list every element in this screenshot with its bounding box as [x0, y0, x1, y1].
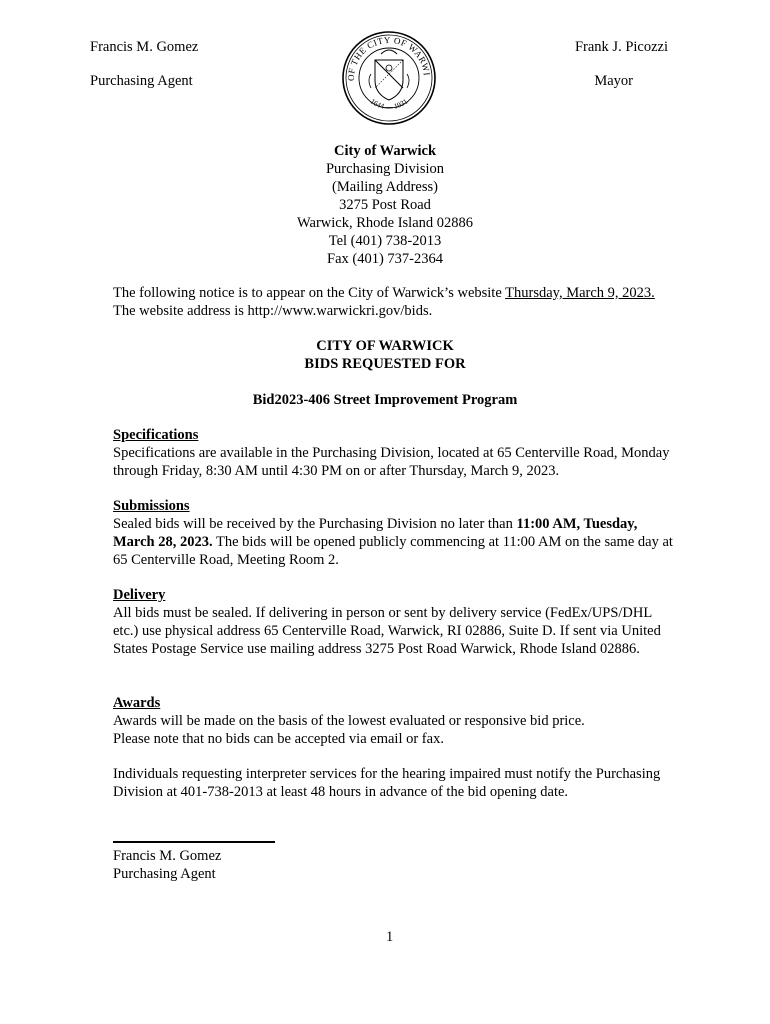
- specifications-body: Specifications are available in the Purchasing Division, located at 65 Centerville Road, Monday through Friday, 8:30 AM until 4:30 PM on or after Thursday, March 9, 2023.: [113, 445, 670, 479]
- delivery-heading: Delivery: [113, 587, 166, 603]
- city-seal: [341, 30, 437, 126]
- office-city-state: Warwick, Rhode Island 02886: [296, 215, 474, 231]
- awards-heading: Awards: [113, 695, 161, 711]
- specifications-heading: Specifications: [113, 427, 199, 443]
- office-fax: Fax (401) 737-2364: [327, 251, 443, 267]
- signature-title: Purchasing Agent: [113, 866, 216, 882]
- office-mailing-label: (Mailing Address): [332, 179, 438, 195]
- section-submissions: [113, 497, 673, 569]
- notice-intro: The following notice is to appear on the City of Warwick’s website: [113, 285, 506, 301]
- bid-title-block: [0, 337, 770, 373]
- notice-website: The website address is http://www.warwickri.gov/bids.: [113, 303, 433, 319]
- section-awards: [113, 694, 673, 748]
- header-right-title: Mayor: [594, 73, 633, 89]
- title-line-1: CITY OF WARWICK: [316, 338, 454, 354]
- office-street: 3275 Post Road: [339, 197, 431, 213]
- delivery-body: All bids must be sealed. If delivering in person or sent by delivery service (FedEx/UPS/DHL etc.) use physical address 65 Centerville Road, Warwick, RI 02886, Suite D. If sent via United States Postage Service use mailing address 3275 Post Road Warwick, Rhode Island 02886.: [113, 605, 661, 657]
- office-division: Purchasing Division: [325, 161, 444, 177]
- submissions-deadline: 11:00 AM, Tuesday, March 28, 2023.: [113, 516, 638, 550]
- signature-name: Francis M. Gomez: [113, 848, 222, 864]
- awards-line-1: Awards will be made on the basis of the lowest evaluated or responsive bid price.: [113, 713, 585, 729]
- signature-line: [113, 841, 275, 843]
- office-name: City of Warwick: [333, 143, 437, 159]
- bid-number-title: Bid2023-406 Street Improvement Program: [252, 392, 518, 408]
- svg-text:1644 — 1931: 1644 — 1931: [368, 96, 410, 112]
- office-tel: Tel (401) 738-2013: [328, 233, 442, 249]
- header-left-title: Purchasing Agent: [90, 73, 193, 89]
- notice-paragraph: [113, 284, 673, 320]
- title-line-2: BIDS REQUESTED FOR: [304, 356, 466, 372]
- section-specifications: [113, 426, 673, 480]
- interpreter-notice: Individuals requesting interpreter services for the hearing impaired must notify the Purchasing Division at 401-738-2013 at least 48 hours in advance of the bid opening date.: [113, 766, 661, 800]
- submissions-body: [113, 515, 673, 569]
- svg-text:SEAL OF THE CITY OF WARWICK R.: OF THE CITY OF WARWI: [345, 34, 432, 82]
- submissions-heading: Submissions: [113, 498, 190, 514]
- awards-line-2: Please note that no bids can be accepted via email or fax.: [113, 731, 444, 747]
- office-address: [0, 142, 770, 268]
- header-right-name: Frank J. Picozzi: [574, 39, 668, 55]
- submissions-body-after: The bids will be opened publicly commencing at 11:00 AM on the same day at 65 Centerville Road, Meeting Room 2.: [113, 534, 673, 568]
- header-left-name: Francis M. Gomez: [90, 39, 199, 55]
- submissions-body-before: Sealed bids will be received by the Purchasing Division no later than: [113, 516, 517, 532]
- notice-date: Thursday, March 9, 2023.: [505, 285, 655, 301]
- page-number: 1: [386, 929, 394, 945]
- section-delivery: [113, 586, 673, 658]
